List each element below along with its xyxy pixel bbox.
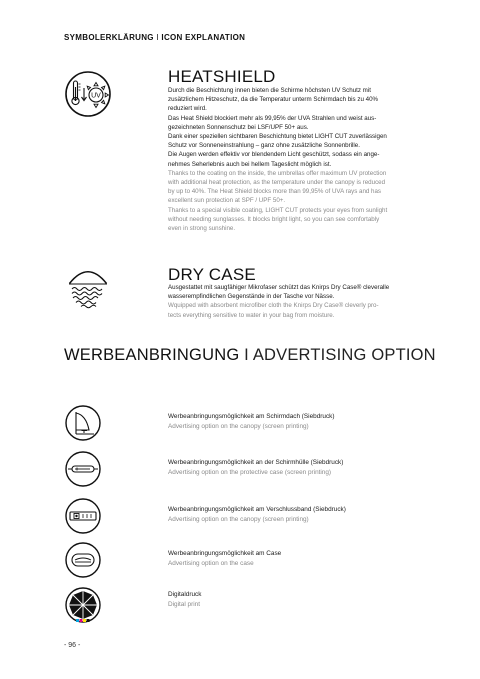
heatshield-line-en: without needing sunglasses. It blocks bright light, so you can see comfortably	[168, 215, 380, 223]
advertising-item-en: Advertising option on the protective case (screen printing)	[168, 468, 332, 476]
heatshield-line: Schutz vor Sonneneinstrahlung – ganz ohne zusätzliche Sonnenbrille.	[168, 142, 360, 150]
heatshield-line-en: Thanks to a special visible coating, LIGHT CUT protects your eyes from sunlight	[168, 206, 388, 214]
uv-label: UV	[91, 92, 101, 100]
heatshield-icon	[64, 70, 112, 118]
case-box-icon	[64, 541, 102, 579]
advertising-title-separator: I	[239, 346, 253, 364]
heatshield-line: Die Augen werden effektiv vor blendendem Licht geschützt, sodass ein ange-	[168, 151, 380, 159]
heatshield-line: Dank einer speziellen sichtbaren Beschichtung bietet LIGHT CUT zuverlässigen	[168, 133, 387, 141]
advertising-item-de: Werbeanbringungsmöglichkeit am Case	[168, 550, 282, 557]
page-header	[64, 33, 245, 42]
heatshield-line-en: even in strong sunshine.	[168, 225, 236, 233]
advertising-item-de: Werbeanbringungsmöglichkeit am Schirmdach (Siebdruck)	[168, 413, 335, 420]
dry-case-line: Ausgestattet mit saugfähiger Mikrofaser schützt das Knirps Dry Case® cleveralle	[168, 284, 390, 291]
heatshield-line: Das Heat Shield blockiert mehr als 99,95% der UVA Strahlen und weist aus-	[168, 114, 377, 122]
advertising-item-case	[64, 450, 424, 488]
advertising-item-de: Werbeanbringungsmöglichkeit am Verschlussband (Siebdruck)	[168, 506, 346, 513]
canopy-print-icon	[64, 404, 102, 442]
dry-case-line-en: Wquipped with absorbent microfiber cloth the Knirps Dry Case® cleverly pro-	[168, 302, 379, 310]
dry-case-line: wasserempfindlichen Gegenstände in der Tasche vor Nässe.	[168, 293, 335, 301]
heatshield-line: Durch die Beschichtung innen bieten die Schirme höchsten UV Schutz mit	[168, 87, 371, 94]
dry-case-title: DRY CASE	[168, 265, 256, 284]
header-title-en: ICON EXPLANATION	[161, 33, 246, 42]
advertising-item-digital	[64, 586, 424, 624]
dry-case-line-en: tects everything sensitive to water in your bag from moisture.	[168, 311, 335, 319]
dry-case-icon	[64, 262, 112, 310]
heatshield-line-en: Thanks to the coating on the inside, the umbrellas offer maximum UV protection	[168, 169, 387, 177]
heatshield-line: nehmes Seherlebnis auch bei hellem Tageslicht möglich ist.	[168, 160, 332, 168]
advertising-item-text	[168, 412, 418, 431]
advertising-item-text	[168, 458, 418, 477]
page-number: - 96 -	[64, 642, 81, 649]
heatshield-line: reduziert wird.	[168, 105, 207, 113]
heatshield-title: HEATSHIELD	[168, 67, 276, 86]
advertising-item-text	[168, 590, 418, 609]
advertising-item-en: Advertising option on the canopy (screen printing)	[168, 422, 309, 430]
heatshield-description	[168, 86, 443, 233]
digital-print-icon	[64, 586, 102, 624]
advertising-item-de: Werbeanbringungsmöglichkeit an der Schirmhülle (Siebdruck)	[168, 459, 344, 466]
heatshield-line: zusätzlichem Hitzeschutz, da die Temperatur unterm Schirmdach bis zu 40%	[168, 96, 379, 104]
advertising-item-canopy	[64, 404, 424, 442]
advertising-item-text	[168, 505, 418, 524]
advertising-item-en: Advertising option on the case	[168, 559, 254, 567]
case-print-icon	[64, 450, 102, 488]
dry-case-description	[168, 283, 443, 320]
advertising-item-text	[168, 549, 418, 568]
header-title-de: SYMBOLERKLÄRUNG	[64, 33, 154, 42]
advertising-item-strap	[64, 497, 424, 535]
header-separator: I	[153, 33, 162, 42]
heatshield-line-en: excellent sun protection at SPF / UPF 50+.	[168, 197, 286, 205]
strap-print-icon	[64, 497, 102, 535]
advertising-section-title	[64, 346, 436, 365]
advertising-item-en: Advertising option on the canopy (screen printing)	[168, 515, 309, 523]
advertising-item-en: Digital print	[168, 600, 200, 608]
heatshield-line-en: by up to 40%. The Heat Shield blocks more than 99,95% of UVA rays and has	[168, 188, 382, 196]
advertising-item-case-box	[64, 541, 424, 579]
heatshield-line-en: with additional heat protection, as the temperature under the canopy is reduced	[168, 179, 386, 187]
advertising-title-de: WERBEANBRINGUNG	[64, 346, 240, 364]
advertising-item-de: Digitaldruck	[168, 591, 202, 598]
advertising-title-en: ADVERTISING OPTION	[252, 346, 436, 364]
heatshield-line: gezeichneten Sonnenschutz bei LSF/UPF 50+ aus.	[168, 123, 309, 131]
